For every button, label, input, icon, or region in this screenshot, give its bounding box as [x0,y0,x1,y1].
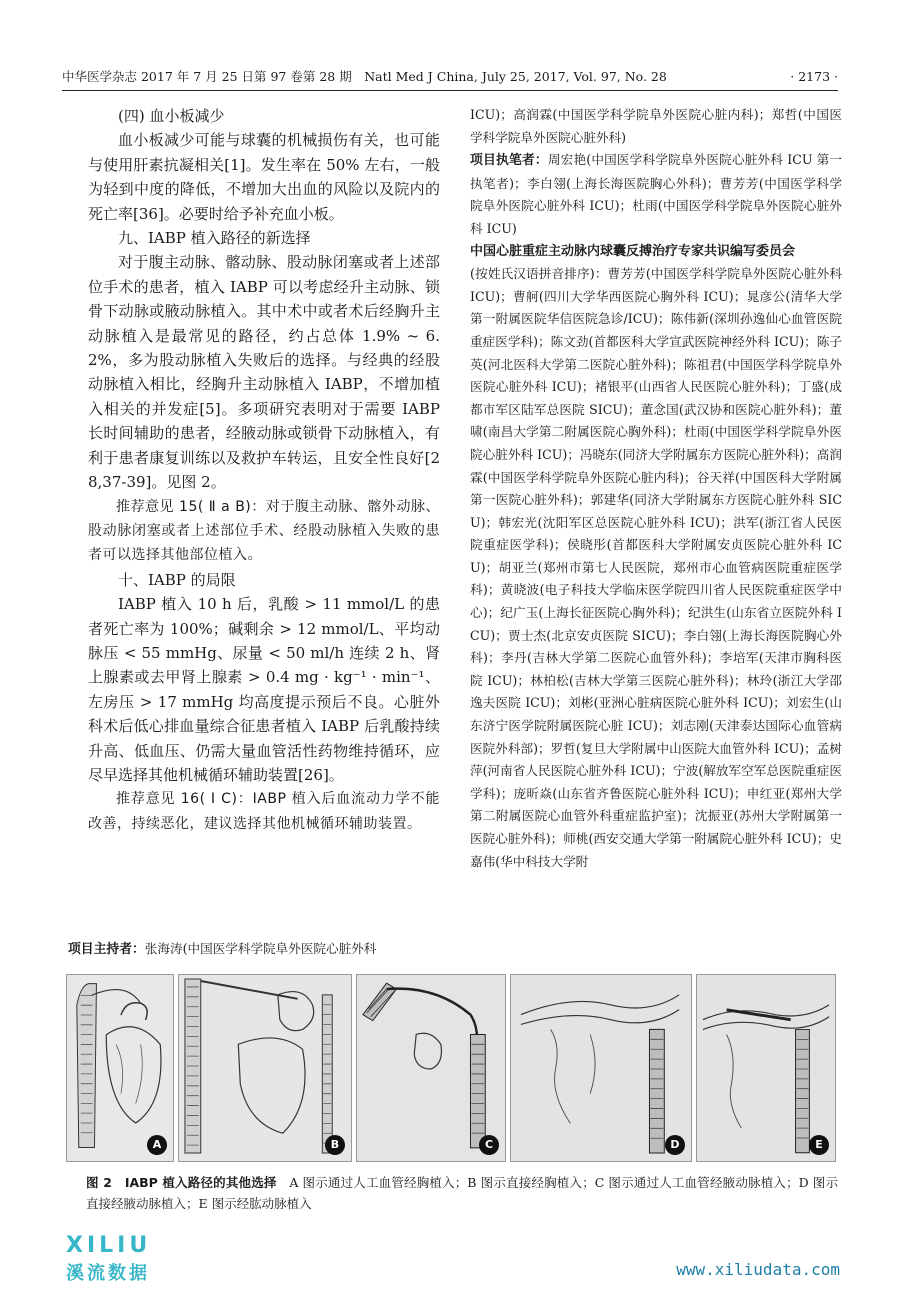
section-heading-platelet: (四) 血小板减少 [118,107,225,125]
section-heading-iabp-route: 九、IABP 植入路径的新选择 [118,229,311,248]
panel-label-d: D [665,1135,685,1155]
figure-caption [86,1172,838,1214]
figure-caption-text: A 图示通过人工血管经胸植入；B 图示直接经胸植入；C 图示通过人工血管经腋动脉植入；D 图示直接经腋动脉植入；E 图示经肱动脉植入 [86,1175,838,1211]
right-column [470,104,842,873]
panel-label-a: A [147,1135,167,1155]
watermark-url: www.xiliudata.com [676,1260,840,1279]
left-column [68,104,440,957]
panel-label-c: C [479,1135,499,1155]
figure-caption-label: 图 2 IABP 植入路径的其他选择 [86,1175,277,1190]
figure-panel-a [66,974,174,1162]
illustration-c [357,975,505,1161]
committee-title: 中国心脏重症主动脉内球囊反搏治疗专家共识编写委员会 [470,243,796,259]
illustration-d [511,975,691,1161]
paragraph-platelet: 血小板减少可能与球囊的机械损伤有关，也可能与使用肝素抗凝相关[1]。发生率在 50% 左右，一般为轻到中度的降低，不增加大出血的风险以及院内的死亡率[36]。必要时给予补充血小板。 [88,131,440,223]
illustration-e [697,975,835,1161]
host-label: 项目主持者： [68,942,145,957]
illustration-b [179,975,351,1161]
committee-members: (按姓氏汉语拼音排序)：曹芳芳(中国医学科学院阜外医院心脏外科 ICU)；曹舸(四川大学华西医院心胸外科 ICU)；晁彦公(清华大学第一附属医院华信医院急诊/ICU)；陈伟新(深圳孙逸仙心血管医院重症医学科)；陈文劲(首都医科大学宣武医院神经外科 ICU)；陈子英(河北医科大学第二医院心脏外科)；陈祖君(中国医学科学院阜外医院心脏外科 ICU)；褚银平(山西省人民医院心脏外科)；丁盛(成都市军区陆军总医院 SICU)；董念国(武汉协和医院心脏外科)；董啸(南昌大学第二附属医院心胸外科)；杜雨(中国医学科学院阜外医院心脏外科 ICU)；冯晓东(同济大学附属东方医院心脏外科)；高润霖(中国医学科学院阜外医院心脏内科)；谷天祥(中国医科大学附属第一医院心脏外科)；郭建华(同济大学附属东方医院心脏外科 SICU)；韩宏光(沈阳军区总医院心脏外科 ICU)；洪军(浙江省人民医院重症医学科)；侯晓彤(首都医科大学附属安贞医院心脏外科 ICU)；胡亚兰(郑州市第七人民医院，郑州市心血管病医院重症医学科)；黄晓波(电子科技大学临床医学院四川省人民医院重症医学中心)；纪广玉(上海长征医院心胸外科)；纪洪生(山东省立医院外科 ICU)；贾士杰(北京安贞医院 SICU)；李白翎(上海长海医院胸心外科)；李丹(吉林大学第二医院心血管外科)；李培军(天津市胸科医院 ICU)；林柏松(吉林大学第三医院心脏外科)；林玲(浙江大学邵逸夫医院 ICU)；刘彬(亚洲心脏病医院心脏外科 ICU)；刘宏生(山东济宁医学院附属医院心脏 ICU)；刘志刚(天津泰达国际心血管病医院外科部)；罗哲(复旦大学附属中山医院大血管外科 ICU)；孟树萍(河南省人民医院心脏外科 ICU)；宁波(解放军空军总医院重症医学科)；庞昕焱(山东省齐鲁医院心脏外科 ICU)；申红亚(郑州大学第二附属医院心血管外科重症监护室)；沈振亚(苏州大学附属第一医院心脏外科)；师桃(西安交通大学第一附属院心脏外科 ICU)；史嘉伟(华中科技大学附 [470,266,842,869]
logo-wordmark: XILIU [66,1233,152,1258]
figure-panel-c [356,974,506,1162]
exec-text: 周宏艳(中国医学科学院阜外医院心脏外科 ICU 第一执笔者)；李白翎(上海长海医院胸心外科)；曹芳芳(中国医学科学院阜外医院心脏外科 ICU)；杜雨(中国医学科学院阜外医院心脏外科 ICU) [470,152,843,236]
logo-chinese: 溪流数据 [66,1263,150,1284]
recommendation-16: 推荐意见 16( Ⅰ C)：IABP 植入后血流动力学不能改善，持续恶化，建议选择其他机械循环辅助装置。 [88,791,440,832]
section-heading-iabp-limits: 十、IABP 的局限 [118,570,236,589]
executive-writers [470,149,842,240]
journal-citation: 中华医学杂志 2017 年 7 月 25 日第 97 卷第 28 期 Natl Med J China, July 25, 2017, Vol. 97, No. 28 [62,69,667,84]
panel-label-e: E [809,1135,829,1155]
figure-panel-e [696,974,836,1162]
figure-panel-b [178,974,352,1162]
paragraph-iabp-route: 对于腹主动脉、髂动脉、股动脉闭塞或者上述部位手术的患者，植入 IABP 可以考虑经升主动脉、锁骨下动脉或腋动脉植入。其中术中或者术后经胸升主动脉植入是最常见的路径，约占总体 1.9% ~ 6.2%，多为股动脉植入失败后的选择。与经典的经股动脉植入相比，经胸升主动脉植入 IABP，不增加植入相关的并发症[5]。多项研究表明对于需要 IABP 长时间辅助的患者，经腋动脉或锁骨下动脉植入，有利于患者康复训练以及救护车转运，且安全性良好[28,37-39]。见图 2。 [88,253,440,492]
xiliu-logo [66,1233,176,1284]
figure-2 [66,974,836,1162]
panel-label-b: B [325,1135,345,1155]
host-text: 张海涛(中国医学科学院阜外医院心脏外科 [144,941,377,956]
illustration-a [67,975,173,1161]
project-host-block [68,938,440,962]
recommendation-15: 推荐意见 15( Ⅱ a B)：对于腹主动脉、髂外动脉、股动脉闭塞或者上述部位手术、经股动脉植入失败的患者可以选择其他部位植入。 [88,498,440,564]
running-header [62,68,838,91]
page-number: · 2173 · [790,69,838,84]
paragraph-iabp-limits: IABP 植入 10 h 后，乳酸 > 11 mmol/L 的患者死亡率为 100%；碱剩余 > 12 mmol/L、平均动脉压 < 55 mmHg、尿量 < 50 ml/h 连续 2 h、肾上腺素或去甲肾上腺素 > 0.4 mg · kg⁻¹ · min⁻¹、左房压 > 17 mmHg 均高度提示预后不良。心脏外科术后低心排血量综合征患者植入 IABP 后乳酸持续升高、低血压、仍需大量血管活性药物维持循环，应尽早选择其他机械循环辅助装置[26]。 [88,595,440,784]
figure-panel-d [510,974,692,1162]
exec-label: 项目执笔者： [470,153,548,169]
host-continuation: ICU)；高润霖(中国医学科学院阜外医院心脏内科)；郑哲(中国医学科学院阜外医院心脏外科) [470,107,842,145]
